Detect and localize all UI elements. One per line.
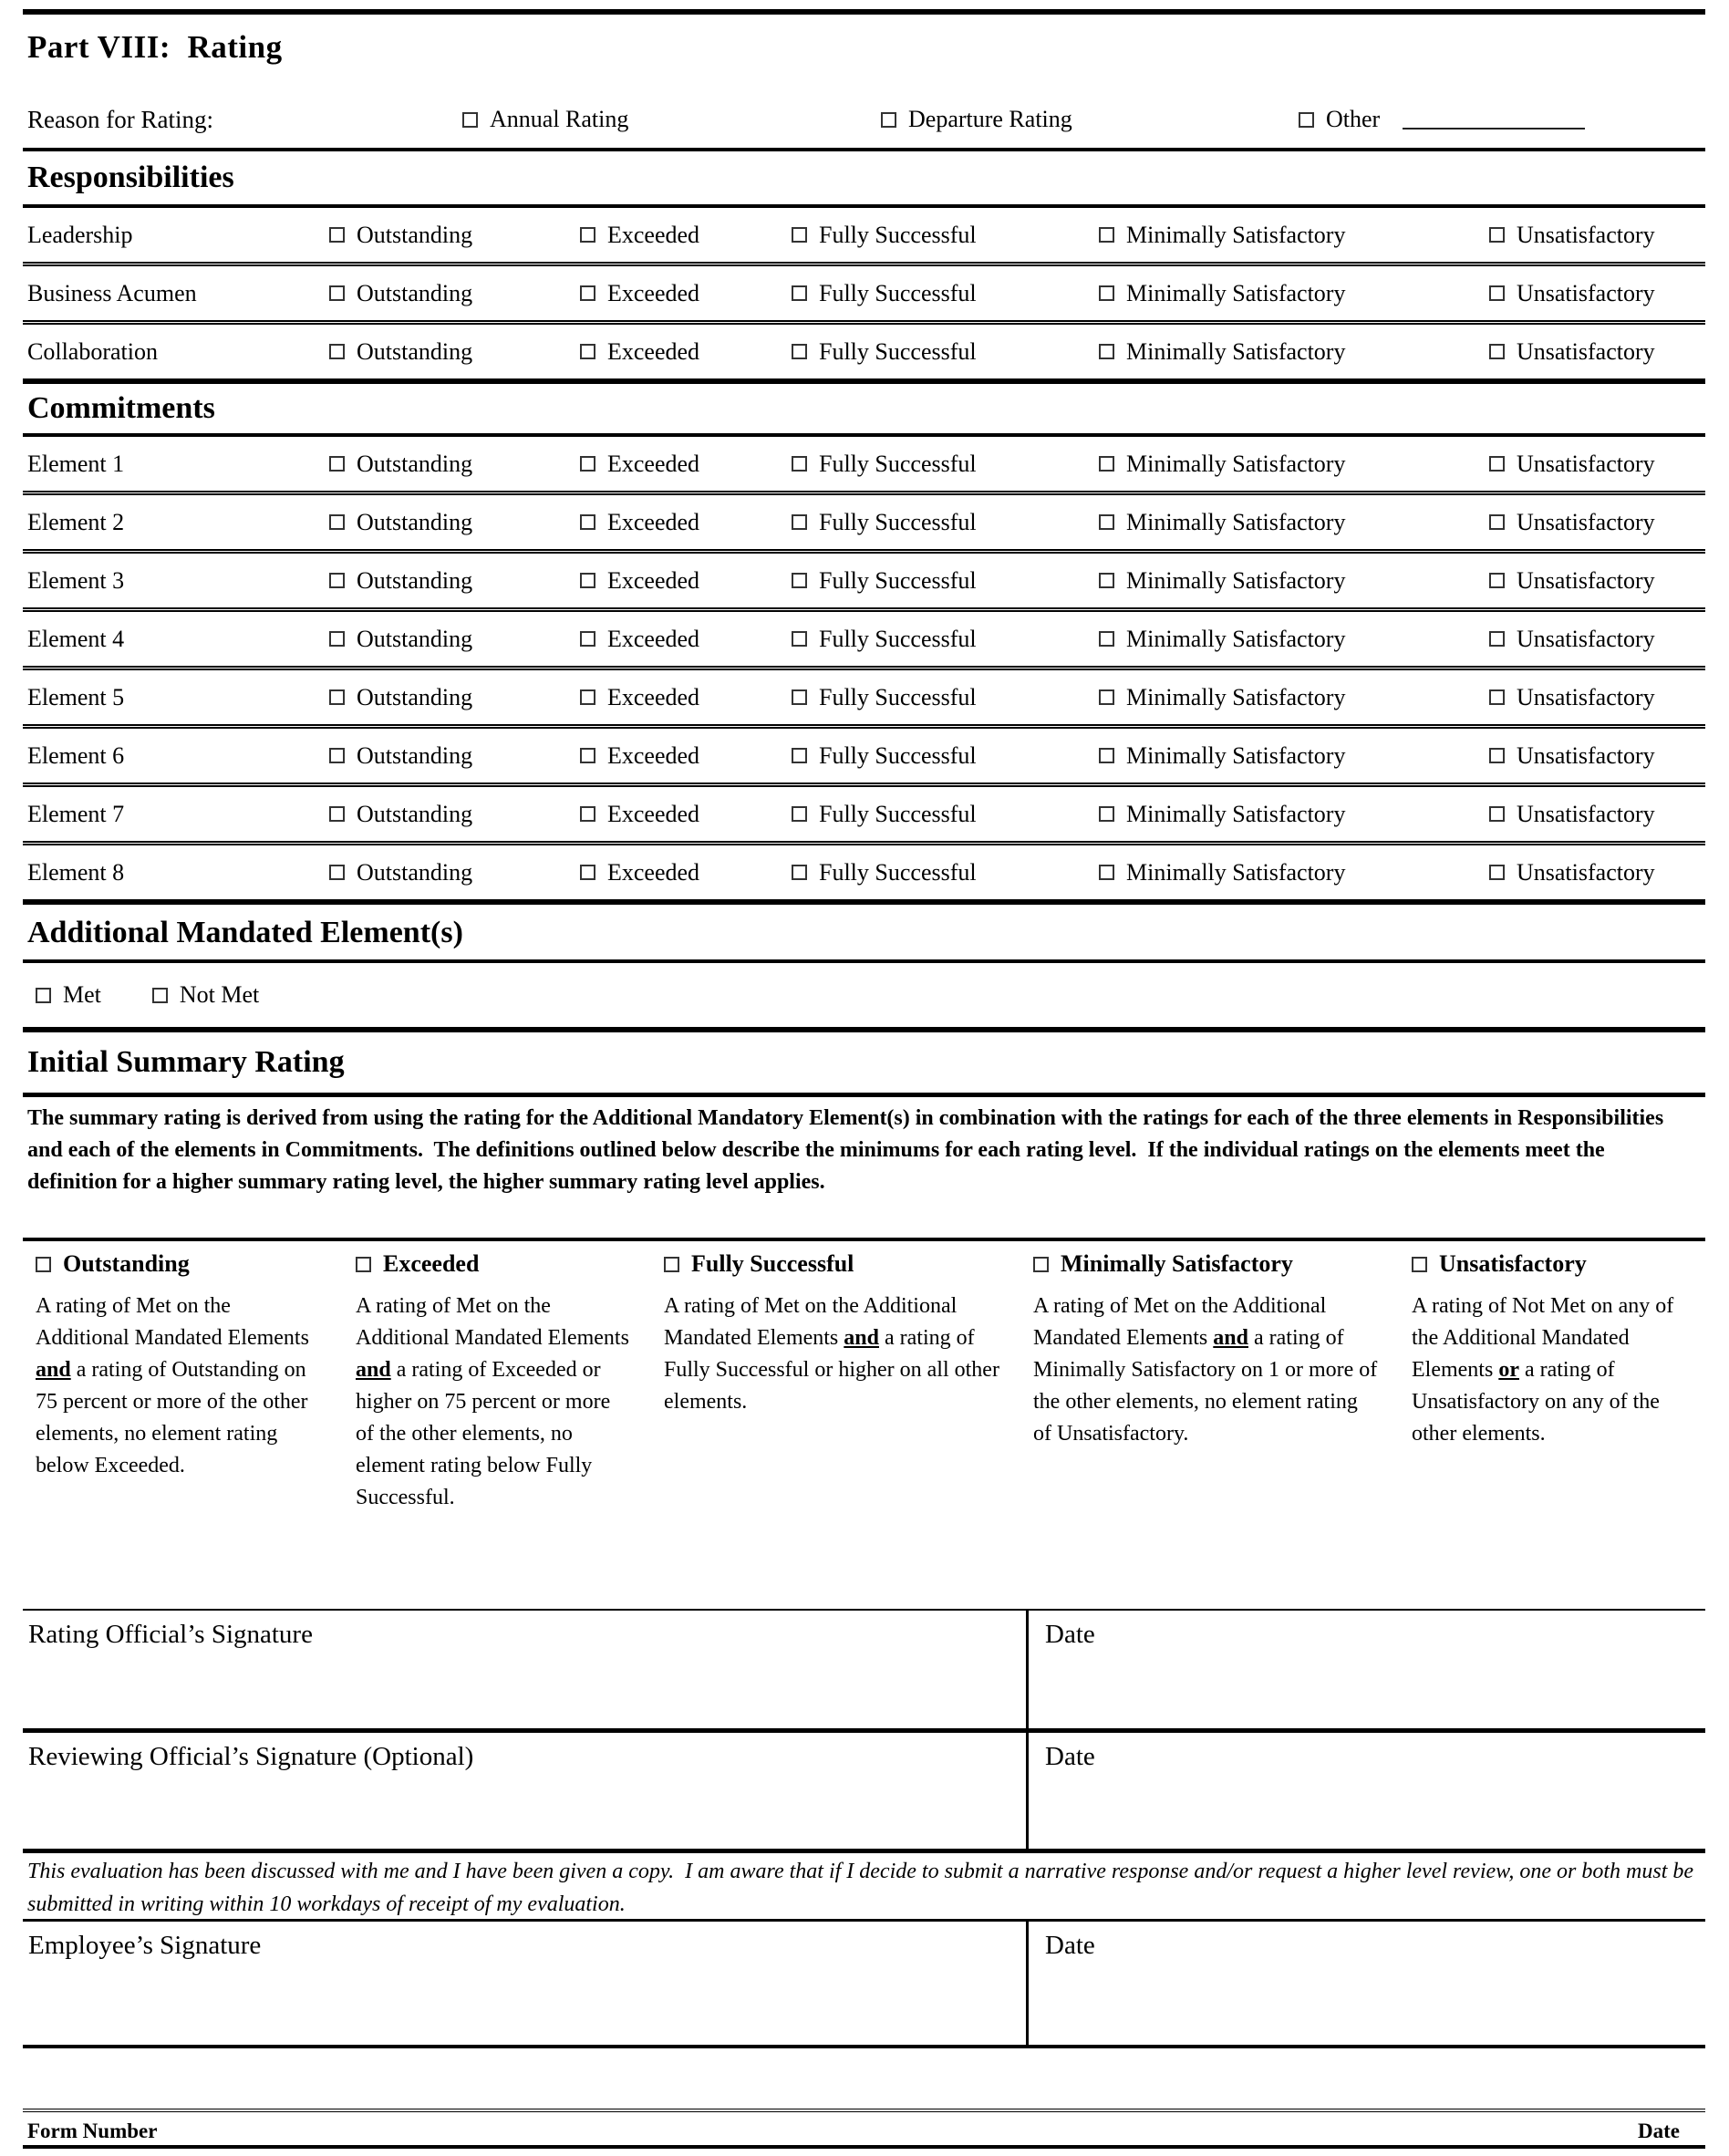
rating-row-label: Element 8 <box>27 858 125 886</box>
rating-official-signature-row <box>23 1611 1705 1728</box>
checkbox-option-outstanding[interactable] <box>329 859 580 886</box>
rating-row-label: Element 5 <box>27 683 125 710</box>
checkbox-icon[interactable] <box>580 806 595 822</box>
summary-definition-exceeded <box>356 1241 664 1609</box>
checkbox-option-fully-successful[interactable] <box>792 684 1099 711</box>
checkbox-option-label: Unsatisfactory <box>1439 1250 1587 1277</box>
checkbox-option-fully-successful[interactable] <box>792 222 1099 249</box>
checkbox-icon[interactable] <box>1489 631 1505 647</box>
checkbox-icon[interactable] <box>1099 748 1114 763</box>
checkbox-option-annual-rating[interactable] <box>462 106 881 133</box>
checkbox-icon[interactable] <box>580 227 595 243</box>
reason-for-rating-row <box>23 91 1705 148</box>
checkbox-icon[interactable] <box>580 456 595 472</box>
reviewing-official-signature-label: Reviewing Official’s Signature (Optional) <box>28 1742 474 1771</box>
page-title: Part VIII: Rating <box>27 29 283 65</box>
rating-official-signature-label: Rating Official’s Signature <box>28 1620 313 1649</box>
checkbox-icon[interactable] <box>329 573 345 588</box>
checkbox-option-label: Fully Successful <box>819 625 977 652</box>
checkbox-option-label: Fully Successful <box>819 566 977 594</box>
checkbox-option-unsatisfactory[interactable] <box>1489 567 1705 595</box>
checkbox-option-exceeded[interactable] <box>580 626 792 653</box>
checkbox-icon[interactable] <box>1412 1257 1427 1272</box>
checkbox-icon[interactable] <box>36 1257 51 1272</box>
checkbox-option-label: Fully Successful <box>819 337 977 365</box>
initial-summary-rating-header: Initial Summary Rating <box>27 1045 345 1079</box>
checkbox-icon[interactable] <box>792 631 807 647</box>
form-number-label: Form Number <box>27 2120 158 2142</box>
checkbox-option-fully-successful[interactable] <box>792 509 1099 536</box>
checkbox-icon[interactable] <box>329 456 345 472</box>
checkbox-option-exceeded[interactable] <box>580 338 792 366</box>
checkbox-option-label: Fully Successful <box>819 221 977 248</box>
summary-definition-text: A rating of Met on the Additional Mandated Elements and a rating of Exceeded or higher on 75 percent or more of the other elements, no element rating below Fully Successful. <box>356 1294 629 1509</box>
checkbox-option-unsatisfactory[interactable] <box>1489 742 1705 770</box>
checkbox-option-not-met[interactable] <box>152 981 259 1009</box>
checkbox-option-label: Exceeded <box>607 279 700 306</box>
checkbox-option-exceeded[interactable] <box>580 859 792 886</box>
checkbox-icon[interactable] <box>1099 806 1114 822</box>
checkbox-option-label: Outstanding <box>357 625 473 652</box>
checkbox-option-minimally-satisfactory[interactable] <box>1099 222 1489 249</box>
checkbox-option-label: Minimally Satisfactory <box>1126 508 1346 535</box>
responsibilities-rows <box>23 208 1705 378</box>
checkbox-icon[interactable] <box>1099 456 1114 472</box>
other-fill-in-blank[interactable] <box>1403 109 1585 130</box>
checkbox-option-label: Minimally Satisfactory <box>1126 337 1346 365</box>
checkbox-option-minimally-satisfactory[interactable] <box>1099 801 1489 828</box>
summary-definition-unsatisfactory <box>1412 1241 1705 1609</box>
checkbox-icon[interactable] <box>1489 865 1505 880</box>
checkbox-option-unsatisfactory[interactable] <box>1489 222 1705 249</box>
checkbox-icon[interactable] <box>1489 689 1505 705</box>
checkbox-option-unsatisfactory[interactable] <box>1489 626 1705 653</box>
date-label: Date <box>1045 1742 1095 1771</box>
employee-signature-label: Employee’s Signature <box>28 1931 262 1960</box>
checkbox-icon[interactable] <box>356 1257 371 1272</box>
checkbox-icon[interactable] <box>792 573 807 588</box>
rating-row-label: Element 2 <box>27 508 125 535</box>
checkbox-option-label: Outstanding <box>357 337 473 365</box>
reviewing-official-signature-area[interactable] <box>23 1733 1026 1849</box>
checkbox-option-label: Outstanding <box>357 683 473 710</box>
checkbox-option-label: Not Met <box>179 981 260 1008</box>
commitments-header: Commitments <box>27 391 215 425</box>
checkbox-icon[interactable] <box>1489 514 1505 530</box>
checkbox-option-outstanding[interactable] <box>329 684 580 711</box>
rating-row-label: Business Acumen <box>27 279 197 306</box>
checkbox-option-outstanding[interactable] <box>329 280 580 307</box>
checkbox-option-label: Exceeded <box>607 625 700 652</box>
checkbox-icon[interactable] <box>580 344 595 359</box>
rating-row-collaboration <box>23 320 1705 378</box>
checkbox-option-departure-rating[interactable] <box>881 106 1299 133</box>
summary-definition-text: A rating of Met on the Additional Mandated Elements and a rating of Outstanding on 75 percent or more of the other elements, no element rating below Exceeded. <box>36 1294 309 1477</box>
checkbox-option-label: Unsatisfactory <box>1517 858 1655 886</box>
checkbox-option-outstanding[interactable] <box>329 567 580 595</box>
checkbox-option-fully-successful[interactable] <box>792 742 1099 770</box>
checkbox-option-outstanding[interactable] <box>36 1250 190 1278</box>
checkbox-icon[interactable] <box>792 285 807 301</box>
checkbox-option-label: Exceeded <box>607 221 700 248</box>
checkbox-option-minimally-satisfactory[interactable] <box>1099 742 1489 770</box>
checkbox-option-minimally-satisfactory[interactable] <box>1099 684 1489 711</box>
checkbox-icon[interactable] <box>580 748 595 763</box>
checkbox-icon[interactable] <box>36 988 51 1003</box>
rating-row-element-3 <box>23 549 1705 607</box>
checkbox-icon[interactable] <box>580 285 595 301</box>
checkbox-option-fully-successful[interactable] <box>792 859 1099 886</box>
summary-definition-minimally-satisfactory <box>1033 1241 1412 1609</box>
checkbox-option-label: Minimally Satisfactory <box>1061 1250 1293 1277</box>
checkbox-option-met[interactable] <box>36 981 101 1009</box>
checkbox-icon[interactable] <box>1099 631 1114 647</box>
checkbox-icon[interactable] <box>792 865 807 880</box>
checkbox-option-outstanding[interactable] <box>329 338 580 366</box>
date-label: Date <box>1045 1931 1095 1960</box>
checkbox-icon[interactable] <box>580 689 595 705</box>
checkbox-option-unsatisfactory[interactable] <box>1412 1250 1587 1278</box>
checkbox-option-fully-successful[interactable] <box>792 280 1099 307</box>
checkbox-option-label: Met <box>63 981 101 1008</box>
checkbox-icon[interactable] <box>580 514 595 530</box>
checkbox-icon[interactable] <box>1489 748 1505 763</box>
checkbox-icon[interactable] <box>792 806 807 822</box>
checkbox-option-label: Outstanding <box>63 1250 190 1277</box>
checkbox-option-minimally-satisfactory[interactable] <box>1099 338 1489 366</box>
checkbox-icon[interactable] <box>1489 806 1505 822</box>
checkbox-option-label: Minimally Satisfactory <box>1126 800 1346 827</box>
checkbox-option-label: Outstanding <box>357 858 473 886</box>
checkbox-icon[interactable] <box>792 748 807 763</box>
rating-row-label: Element 7 <box>27 800 125 827</box>
checkbox-icon[interactable] <box>329 806 345 822</box>
checkbox-icon[interactable] <box>792 456 807 472</box>
rating-row-label: Leadership <box>27 221 133 248</box>
conjunction: or <box>1498 1358 1519 1382</box>
checkbox-option-label: Exceeded <box>383 1250 480 1277</box>
checkbox-option-label: Minimally Satisfactory <box>1126 683 1346 710</box>
checkbox-option-label: Minimally Satisfactory <box>1126 741 1346 769</box>
checkbox-option-unsatisfactory[interactable] <box>1489 338 1705 366</box>
checkbox-icon[interactable] <box>1099 344 1114 359</box>
summary-definition-text: A rating of Not Met on any of the Additional Mandated Elements or a rating of Unsatisfactory on any of the other elements. <box>1412 1294 1674 1446</box>
summary-definition-text: A rating of Met on the Additional Mandated Elements and a rating of Minimally Satisfactory on 1 or more of the other elements, no element rating of Unsatisfactory. <box>1033 1294 1378 1446</box>
date-label: Date <box>1045 1620 1095 1649</box>
rating-row-leadership <box>23 208 1705 262</box>
conjunction: and <box>356 1358 391 1382</box>
checkbox-icon[interactable] <box>792 227 807 243</box>
checkbox-icon[interactable] <box>881 112 896 128</box>
checkbox-option-label: Unsatisfactory <box>1517 221 1655 248</box>
summary-definition-fully-successful <box>664 1241 1033 1609</box>
checkbox-option-fully-successful[interactable] <box>792 626 1099 653</box>
checkbox-icon[interactable] <box>1099 227 1114 243</box>
checkbox-option-label: Unsatisfactory <box>1517 800 1655 827</box>
checkbox-option-label: Unsatisfactory <box>1517 508 1655 535</box>
checkbox-option-label: Unsatisfactory <box>1517 450 1655 477</box>
checkbox-icon[interactable] <box>329 748 345 763</box>
checkbox-option-other[interactable] <box>1299 106 1705 133</box>
checkbox-option-exceeded[interactable] <box>580 280 792 307</box>
rating-row-element-5 <box>23 666 1705 724</box>
form-footer <box>23 2112 1705 2145</box>
responsibilities-header: Responsibilities <box>27 161 234 194</box>
checkbox-option-label: Minimally Satisfactory <box>1126 566 1346 594</box>
checkbox-icon[interactable] <box>329 689 345 705</box>
checkbox-option-label: Unsatisfactory <box>1517 741 1655 769</box>
checkbox-option-fully-successful[interactable] <box>664 1250 854 1278</box>
checkbox-option-label: Annual Rating <box>490 106 629 132</box>
checkbox-option-label: Outstanding <box>357 800 473 827</box>
checkbox-option-label: Outstanding <box>357 221 473 248</box>
summary-rating-definitions <box>23 1241 1705 1609</box>
rating-row-element-6 <box>23 724 1705 783</box>
checkbox-option-label: Fully Successful <box>819 279 977 306</box>
checkbox-option-label: Minimally Satisfactory <box>1126 221 1346 248</box>
rating-official-date-area[interactable] <box>1026 1611 1705 1728</box>
checkbox-option-label: Minimally Satisfactory <box>1126 450 1346 477</box>
checkbox-option-minimally-satisfactory[interactable] <box>1099 859 1489 886</box>
checkbox-option-fully-successful[interactable] <box>792 451 1099 478</box>
checkbox-option-minimally-satisfactory[interactable] <box>1099 280 1489 307</box>
checkbox-icon[interactable] <box>152 988 168 1003</box>
checkbox-option-unsatisfactory[interactable] <box>1489 684 1705 711</box>
checkbox-option-label: Other <box>1326 106 1381 132</box>
checkbox-option-label: Outstanding <box>357 279 473 306</box>
checkbox-icon[interactable] <box>329 285 345 301</box>
rating-row-business-acumen <box>23 262 1705 320</box>
checkbox-option-label: Outstanding <box>357 450 473 477</box>
checkbox-icon[interactable] <box>1099 573 1114 588</box>
checkbox-icon[interactable] <box>329 514 345 530</box>
checkbox-icon[interactable] <box>329 344 345 359</box>
checkbox-option-label: Minimally Satisfactory <box>1126 858 1346 886</box>
checkbox-option-unsatisfactory[interactable] <box>1489 280 1705 307</box>
checkbox-option-unsatisfactory[interactable] <box>1489 451 1705 478</box>
checkbox-icon[interactable] <box>792 514 807 530</box>
checkbox-option-label: Exceeded <box>607 683 700 710</box>
rating-row-element-7 <box>23 783 1705 841</box>
checkbox-icon[interactable] <box>792 344 807 359</box>
checkbox-icon[interactable] <box>329 865 345 880</box>
commitments-rows <box>23 437 1705 899</box>
checkbox-option-fully-successful[interactable] <box>792 567 1099 595</box>
checkbox-option-label: Fully Successful <box>819 508 977 535</box>
checkbox-icon[interactable] <box>1489 456 1505 472</box>
checkbox-icon[interactable] <box>462 112 478 128</box>
checkbox-option-unsatisfactory[interactable] <box>1489 801 1705 828</box>
summary-definition-text: A rating of Met on the Additional Mandated Elements and a rating of Fully Successful or higher on all other elements. <box>664 1294 999 1414</box>
checkbox-option-fully-successful[interactable] <box>792 801 1099 828</box>
additional-mandated-header: Additional Mandated Element(s) <box>27 916 463 949</box>
checkbox-option-label: Exceeded <box>607 450 700 477</box>
checkbox-icon[interactable] <box>1489 573 1505 588</box>
checkbox-option-label: Unsatisfactory <box>1517 337 1655 365</box>
checkbox-option-label: Outstanding <box>357 508 473 535</box>
checkbox-option-label: Outstanding <box>357 566 473 594</box>
rating-row-label: Element 1 <box>27 450 125 477</box>
rating-row-label: Element 6 <box>27 741 125 769</box>
conjunction: and <box>844 1326 879 1350</box>
checkbox-icon[interactable] <box>329 631 345 647</box>
rating-official-signature-area[interactable] <box>23 1611 1026 1728</box>
checkbox-option-exceeded[interactable] <box>580 222 792 249</box>
employee-date-area[interactable] <box>1026 1922 1705 2045</box>
checkbox-option-label: Minimally Satisfactory <box>1126 279 1346 306</box>
additional-mandated-options <box>23 963 1705 1027</box>
checkbox-option-outstanding[interactable] <box>329 626 580 653</box>
checkbox-icon[interactable] <box>664 1257 679 1272</box>
checkbox-icon[interactable] <box>580 865 595 880</box>
checkbox-icon[interactable] <box>1099 865 1114 880</box>
checkbox-icon[interactable] <box>1099 689 1114 705</box>
checkbox-option-exceeded[interactable] <box>580 742 792 770</box>
checkbox-option-label: Unsatisfactory <box>1517 683 1655 710</box>
checkbox-icon[interactable] <box>580 573 595 588</box>
checkbox-option-label: Exceeded <box>607 337 700 365</box>
checkbox-option-label: Fully Successful <box>819 800 977 827</box>
checkbox-option-label: Unsatisfactory <box>1517 566 1655 594</box>
checkbox-option-label: Outstanding <box>357 741 473 769</box>
checkbox-option-label: Fully Successful <box>819 450 977 477</box>
checkbox-icon[interactable] <box>1489 285 1505 301</box>
checkbox-icon[interactable] <box>1033 1257 1049 1272</box>
checkbox-option-outstanding[interactable] <box>329 451 580 478</box>
checkbox-option-minimally-satisfactory[interactable] <box>1099 626 1489 653</box>
checkbox-option-label: Fully Successful <box>819 683 977 710</box>
rating-row-element-2 <box>23 491 1705 549</box>
checkbox-option-unsatisfactory[interactable] <box>1489 509 1705 536</box>
checkbox-icon[interactable] <box>1489 227 1505 243</box>
checkbox-option-outstanding[interactable] <box>329 509 580 536</box>
checkbox-option-exceeded[interactable] <box>580 451 792 478</box>
reviewing-official-date-area[interactable] <box>1026 1733 1705 1849</box>
checkbox-option-label: Fully Successful <box>819 858 977 886</box>
conjunction: and <box>1213 1326 1248 1350</box>
checkbox-option-label: Fully Successful <box>691 1250 854 1277</box>
checkbox-option-label: Minimally Satisfactory <box>1126 625 1346 652</box>
footer-date-label: Date <box>1638 2120 1680 2142</box>
checkbox-option-label: Exceeded <box>607 508 700 535</box>
checkbox-option-label: Departure Rating <box>908 106 1072 132</box>
rating-row-element-4 <box>23 607 1705 666</box>
employee-signature-area[interactable] <box>23 1922 1026 2045</box>
checkbox-option-exceeded[interactable] <box>580 509 792 536</box>
reason-for-rating-label: Reason for Rating: <box>27 105 213 133</box>
employee-acknowledgement-text: This evaluation has been discussed with me and I have been given a copy. I am aware that if I decide to submit a narrative response and/or request a higher level review, one or both must be submitted in writing within 10 workdays of receipt of my evaluation. <box>27 1860 1700 1916</box>
checkbox-option-outstanding[interactable] <box>329 222 580 249</box>
checkbox-icon[interactable] <box>1299 112 1314 128</box>
checkbox-option-exceeded[interactable] <box>580 567 792 595</box>
checkbox-option-minimally-satisfactory[interactable] <box>1099 451 1489 478</box>
checkbox-option-label: Exceeded <box>607 800 700 827</box>
rating-row-label: Element 4 <box>27 625 125 652</box>
checkbox-option-unsatisfactory[interactable] <box>1489 859 1705 886</box>
checkbox-option-minimally-satisfactory[interactable] <box>1033 1250 1293 1278</box>
rating-row-element-8 <box>23 841 1705 899</box>
checkbox-option-outstanding[interactable] <box>329 742 580 770</box>
checkbox-option-label: Exceeded <box>607 741 700 769</box>
checkbox-icon[interactable] <box>792 689 807 705</box>
checkbox-icon[interactable] <box>329 227 345 243</box>
checkbox-option-label: Fully Successful <box>819 741 977 769</box>
rating-row-label: Collaboration <box>27 337 158 365</box>
summary-rating-intro: The summary rating is derived from using the rating for the Additional Mandatory Element(s) in combination with the ratings for each of the three elements in Responsibilities and each of the elements in Commitments. The definitions outlined below describe the minimums for each rating level. If the individual ratings on the elements meet the definition for a higher summary rating level, the higher summary rating level applies. <box>27 1106 1670 1194</box>
checkbox-icon[interactable] <box>1099 514 1114 530</box>
reviewing-official-signature-row <box>23 1733 1705 1849</box>
checkbox-option-exceeded[interactable] <box>356 1250 479 1278</box>
conjunction: and <box>36 1358 71 1382</box>
checkbox-icon[interactable] <box>1489 344 1505 359</box>
checkbox-option-exceeded[interactable] <box>580 801 792 828</box>
checkbox-option-exceeded[interactable] <box>580 684 792 711</box>
divider <box>23 2145 1705 2149</box>
checkbox-icon[interactable] <box>1099 285 1114 301</box>
rating-row-label: Element 3 <box>27 566 125 594</box>
checkbox-option-minimally-satisfactory[interactable] <box>1099 509 1489 536</box>
checkbox-option-label: Exceeded <box>607 566 700 594</box>
checkbox-option-label: Unsatisfactory <box>1517 279 1655 306</box>
summary-definition-outstanding <box>23 1241 356 1609</box>
checkbox-option-label: Unsatisfactory <box>1517 625 1655 652</box>
checkbox-option-label: Exceeded <box>607 858 700 886</box>
rating-row-element-1 <box>23 437 1705 491</box>
employee-signature-row <box>23 1922 1705 2045</box>
checkbox-option-outstanding[interactable] <box>329 801 580 828</box>
checkbox-icon[interactable] <box>580 631 595 647</box>
checkbox-option-fully-successful[interactable] <box>792 338 1099 366</box>
checkbox-option-minimally-satisfactory[interactable] <box>1099 567 1489 595</box>
